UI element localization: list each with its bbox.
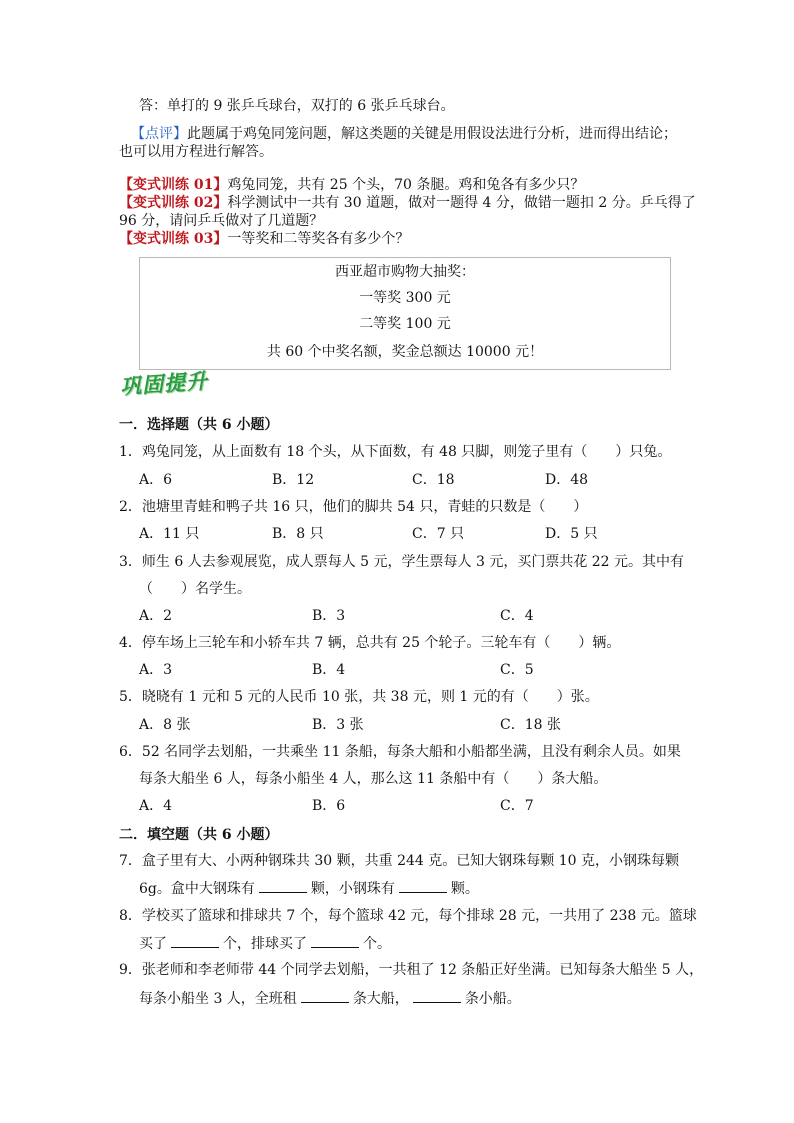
q9-text-2: 条大船， — [352, 991, 409, 1007]
question-7: 7．盒子里有大、小两种钢珠共 30 颗，共重 244 克。已知大钢珠每颗 10 克，小钢珠每颗 — [119, 853, 679, 869]
lottery-second-prize: 二等奖 100 元 — [359, 316, 451, 332]
comment-tag: 【点评】 — [131, 126, 187, 142]
question-3: 3．师生 6 人去参观展览，成人票每人 5 元，学生票每人 3 元，买门票共花 22 元。其中有 — [119, 554, 685, 570]
comment-text: 此题属于鸡兔同笼问题，解这类题的关键是用假设法进行分析，进而得出结论； — [187, 126, 677, 142]
q1-option-d: D．48 — [545, 472, 589, 488]
question-6-cont: 每条大船坐 6 人，每条小船坐 4 人，那么这 11 条船中有（ ）条大船。 — [139, 771, 608, 787]
variant-03 — [119, 229, 409, 249]
answer-blank[interactable] — [301, 988, 349, 1003]
q4-option-b: B．4 — [312, 662, 346, 678]
question-9: 9．张老师和李老师带 44 个同学去划船，一共租了 12 条船正好坐满。已知每条大船坐 5 人， — [119, 962, 704, 978]
q2-option-a: A．11 只 — [139, 526, 200, 542]
section-title-choice: 一．选择题（共 6 小题） — [119, 417, 279, 433]
question-9-cont — [139, 988, 521, 1009]
lottery-box — [139, 257, 671, 370]
question-6: 6．52 名同学去划船，一共乘坐 11 条船，每条大船和小船都坐满，且没有剩余人员。如果 — [119, 744, 681, 760]
variant-tag: 【变式训练 03】 — [119, 231, 228, 247]
comment-line — [131, 124, 677, 144]
question-2: 2．池塘里青蛙和鸭子共 16 只，他们的脚共 54 只，青蛙的只数是（ ） — [119, 499, 588, 515]
q2-option-d: D．5 只 — [545, 526, 598, 542]
q3-option-b: B．3 — [312, 608, 346, 624]
answer-blank[interactable] — [259, 878, 307, 893]
q6-option-a: A．4 — [139, 798, 173, 814]
lottery-first-prize: 一等奖 300 元 — [359, 290, 451, 306]
section-title-fill: 二．填空题（共 6 小题） — [119, 827, 279, 843]
answer-text: 答：单打的 9 张乒乓球台，双打的 6 张乒乓球台。 — [139, 98, 455, 114]
variant-text: 科学测试中一共有 30 道题，做对一题得 4 分，做错一题扣 2 分。乒乓得了 — [227, 195, 696, 211]
q4-option-c: C．5 — [500, 662, 534, 678]
question-8-cont — [139, 933, 391, 954]
q5-option-a: A．8 张 — [139, 717, 191, 733]
lottery-title: 西亚超市购物大抽奖： — [335, 264, 475, 280]
q2-option-c: C．7 只 — [412, 526, 465, 542]
q7-text-1: 6g。盒中大钢珠有 — [139, 881, 255, 897]
lottery-summary: 共 60 个中奖名额，奖金总额达 10000 元！ — [266, 344, 544, 360]
q7-text-2: 颗，小钢珠有 — [310, 881, 395, 897]
q5-option-b: B．3 张 — [312, 717, 364, 733]
q8-text-1: 买了 — [139, 936, 167, 952]
question-8: 8．学校买了篮球和排球共 7 个，每个篮球 42 元，每个排球 28 元，一共用了 238 元。篮球 — [119, 908, 697, 924]
comment-text-2: 也可以用方程进行解答。 — [119, 144, 273, 160]
variant-tag: 【变式训练 01】 — [119, 177, 228, 193]
variant-01 — [119, 175, 584, 195]
question-1: 1．鸡兔同笼，从上面数有 18 个头，从下面数，有 48 只脚，则笼子里有（ ）只兔。 — [119, 444, 672, 460]
variant-tag: 【变式训练 02】 — [119, 195, 228, 211]
q1-option-a: A．6 — [139, 472, 173, 488]
q6-option-c: C．7 — [500, 798, 534, 814]
answer-blank[interactable] — [311, 933, 359, 948]
q8-text-2: 个，排球买了 — [223, 936, 307, 952]
q1-option-c: C．18 — [412, 472, 455, 488]
q3-option-a: A．2 — [139, 608, 173, 624]
variant-text: 鸡兔同笼，共有 25 个头，70 条腿。鸡和兔各有多少只？ — [227, 177, 585, 193]
q9-text-3: 条小船。 — [464, 991, 521, 1007]
variant-02-cont: 96 分，请问乒乓做对了几道题？ — [119, 213, 324, 229]
q9-text-1: 每条小船坐 3 人，全班租 — [139, 991, 297, 1007]
question-7-cont — [139, 878, 479, 899]
answer-blank[interactable] — [399, 878, 447, 893]
question-5: 5．晓晓有 1 元和 5 元的人民币 10 张，共 38 元，则 1 元的有（ ）张。 — [119, 689, 599, 705]
q4-option-a: A．3 — [139, 662, 173, 678]
q6-option-b: B．6 — [312, 798, 346, 814]
q3-option-c: C．4 — [500, 608, 534, 624]
question-3-cont: （ ）名学生。 — [139, 581, 251, 597]
question-4: 4．停车场上三轮车和小轿车共 7 辆，总共有 25 个轮子。三轮车有（ ）辆。 — [119, 635, 621, 651]
answer-blank[interactable] — [413, 988, 461, 1003]
section-banner: 巩固提升 — [119, 367, 209, 400]
q1-option-b: B．12 — [272, 472, 315, 488]
answer-blank[interactable] — [171, 933, 219, 948]
variant-02 — [119, 193, 696, 213]
q5-option-c: C．18 张 — [500, 717, 561, 733]
q8-text-3: 个。 — [363, 936, 391, 952]
q7-text-3: 颗。 — [450, 881, 479, 897]
variant-text: 一等奖和二等奖各有多少个？ — [227, 231, 410, 247]
q2-option-b: B．8 只 — [272, 526, 324, 542]
